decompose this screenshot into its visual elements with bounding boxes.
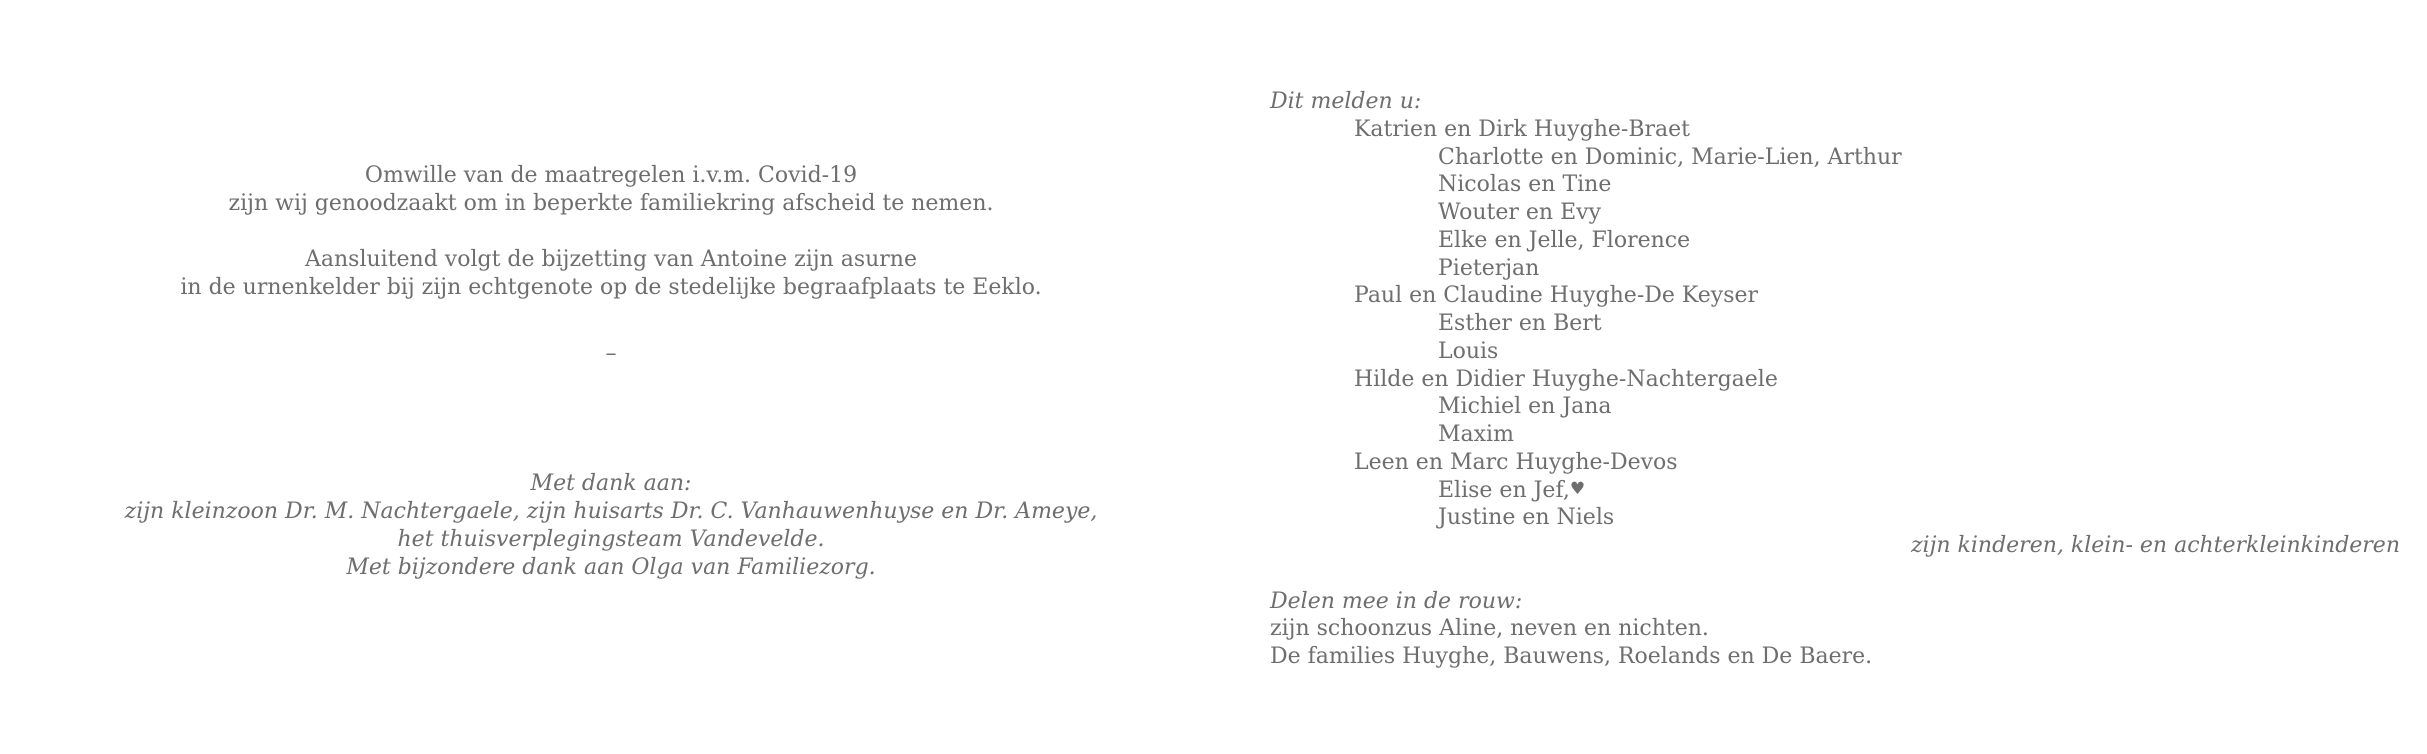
grandchild-line: Maxim [1438, 422, 1514, 447]
mourning-heading: Delen mee in de rouw: [1270, 588, 1523, 614]
grandchild-text: Elise en Jef, [1438, 477, 1570, 503]
grandchild-line: Elke en Jelle, Florence [1438, 227, 1691, 253]
family-name: Leen en Marc Huyghe-Devos [1354, 449, 1678, 475]
thanks-heading: Met dank aan: [530, 471, 692, 496]
covid-notice [0, 162, 1222, 218]
spacer [1270, 560, 2400, 588]
right-panel [1270, 88, 2400, 671]
thanks-line-3: Met bijzondere dank aan Olga van Familiezorg. [346, 555, 876, 580]
grandchild-line: Louis [1438, 338, 1499, 364]
grandchild-line: Nicolas en Tine [1438, 172, 1612, 198]
burial-line-2: in de urnenkelder bij zijn echtgenote op de stedelijke begraafplaats te Eeklo. [180, 275, 1042, 300]
dash-text: – [605, 341, 617, 366]
family-name: Hilde en Didier Huyghe-Nachtergaele [1354, 366, 1778, 392]
grandchild-line: Wouter en Evy [1438, 200, 1602, 225]
thanks-line-2: het thuisverplegingsteam Vandevelde. [397, 527, 825, 552]
family-name: Paul en Claudine Huyghe-De Keyser [1354, 283, 1759, 309]
burial-line-1: Aansluitend volgt de bijzetting van Antoine zijn asurne [304, 247, 917, 272]
grandchild-line: Pieterjan [1438, 255, 1540, 281]
grandchild-line: Michiel en Jana [1438, 394, 1612, 420]
grandchild-line-with-heart [1270, 477, 2400, 505]
mourning-line-1: zijn schoonzus Aline, neven en nichten. [1270, 616, 1709, 642]
announce-heading: Dit melden u: [1270, 89, 1422, 114]
covid-line-1: Omwille van de maatregelen i.v.m. Covid-19 [364, 163, 858, 188]
grandchild-line: Charlotte en Dominic, Marie-Lien, Arthur [1438, 144, 1902, 170]
burial-notice [0, 246, 1222, 302]
grandchild-line: Esther en Bert [1438, 311, 1602, 336]
thanks-line-1: zijn kleinzoon Dr. M. Nachtergaele, zijn huisarts Dr. C. Vanhauwenhuyse en Dr. Ameye, [124, 499, 1098, 524]
covid-line-2: zijn wij genoodzaakt om in beperkte familiekring afscheid te nemen. [228, 191, 994, 216]
heart-icon: ♥ [1569, 478, 1586, 499]
mourning-line-2: De families Huyghe, Bauwens, Roelands en De Baere. [1270, 644, 1873, 669]
separator-dash [0, 340, 1222, 368]
signoff: zijn kinderen, klein- en achterkleinkinderen [1910, 533, 2400, 558]
family-name: Katrien en Dirk Huyghe-Braet [1354, 116, 1690, 142]
thanks-section [0, 470, 1222, 582]
grandchild-line: Justine en Niels [1438, 505, 1615, 531]
